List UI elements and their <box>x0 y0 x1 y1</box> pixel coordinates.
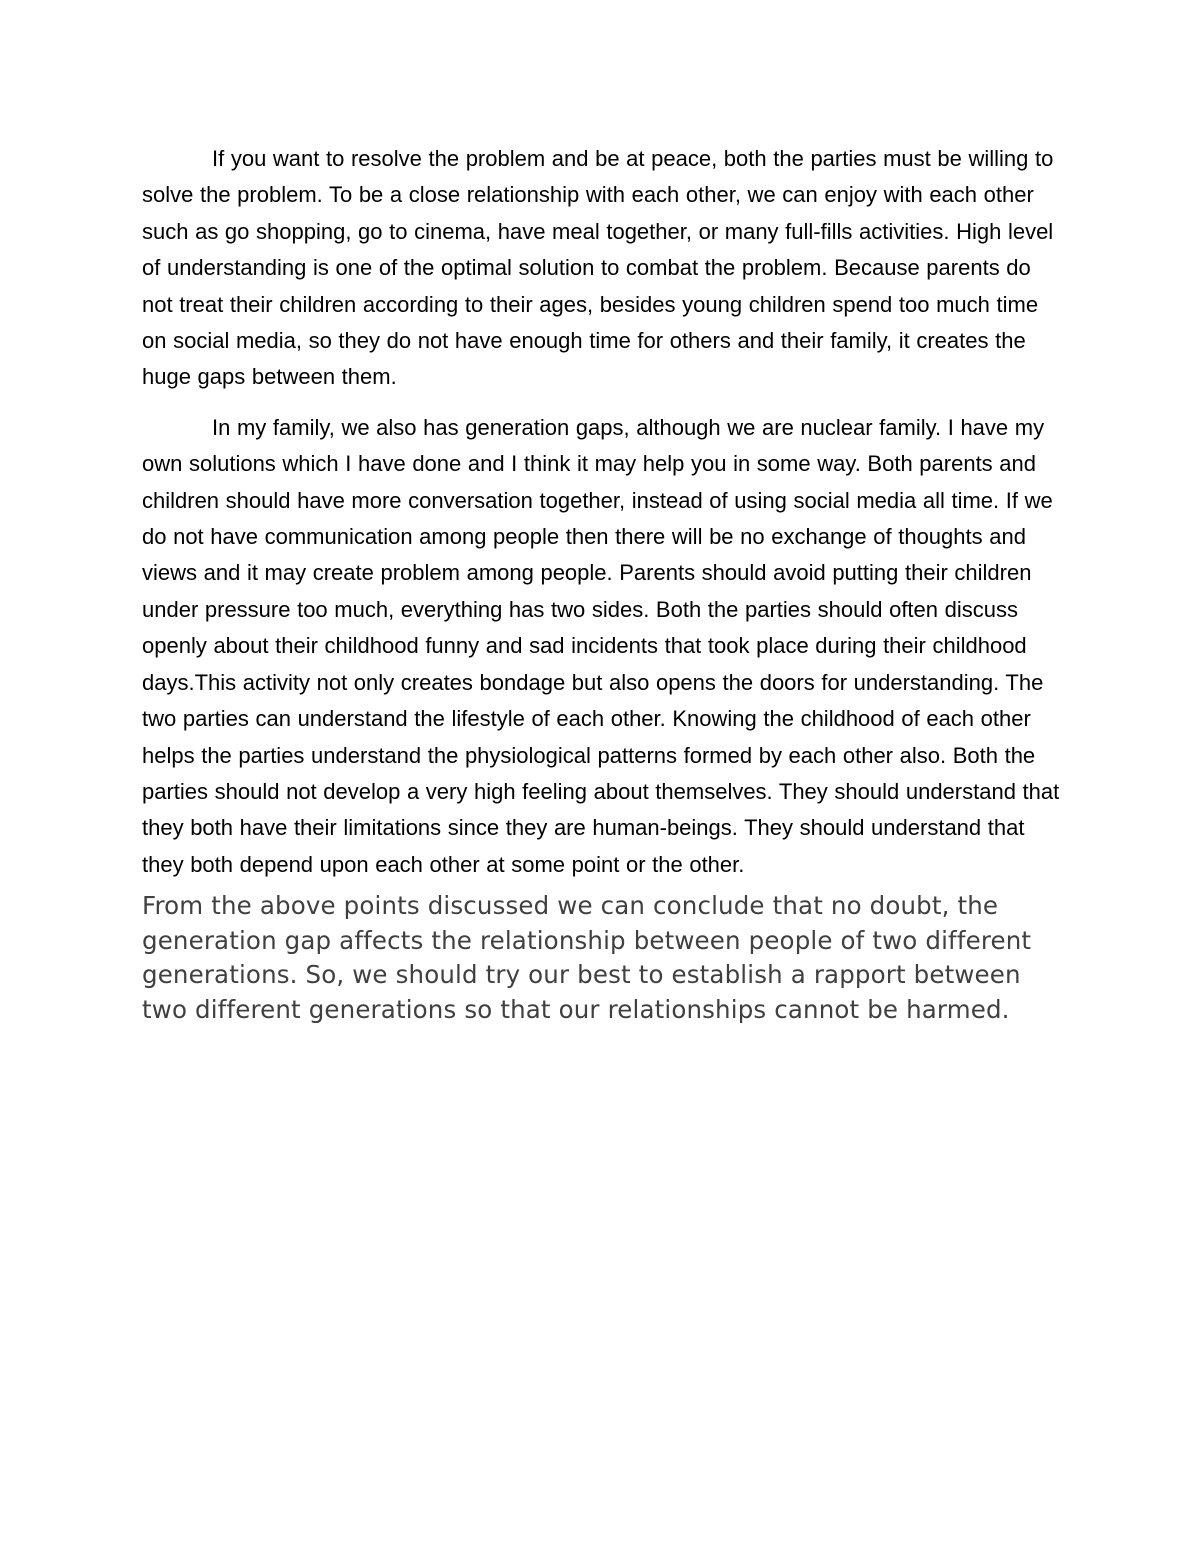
paragraph-my-family: In my family, we also has generation gaps, although we are nuclear family. I have my own solutions which I have done and I think it may help you in some way. Both parents and children should have more conversation together, instead of using social media all time. If we do not have communication among people then there will be no exchange of thoughts and views and it may create problem among people. Parents should avoid putting their children under pressure too much, everything has two sides. Both the parties should often discuss openly about their childhood funny and sad incidents that took place during their childhood days.This activity not only creates bondage but also opens the doors for understanding. The two parties can understand the lifestyle of each other. Knowing the childhood of each other helps the parties understand the physiological patterns formed by each other also. Both the parties should not develop a very high feeling about themselves. They should understand that they both have their limitations since they are human-beings. They should understand that they both depend upon each other at some point or the other. <box>142 414 1060 877</box>
paragraph-conclusion: From the above points discussed we can conclude that no doubt, the generation gap affects the relationship between people of two different generations. So, we should try our best to establish a rapport between two different generations so that our relationships cannot be harmed. <box>142 891 1032 1024</box>
document-body <box>142 141 1060 1027</box>
paragraph-resolve-problem: If you want to resolve the problem and be at peace, both the parties must be willing to solve the problem. To be a close relationship with each other, we can enjoy with each other such as go shopping, go to cinema, have meal together, or many full-fills activities. High level of understanding is one of the optimal solution to combat the problem. Because parents do not treat their children according to their ages, besides young children spend too much time on social media, so they do not have enough time for others and their family, it creates the huge gaps between them. <box>142 146 1054 390</box>
